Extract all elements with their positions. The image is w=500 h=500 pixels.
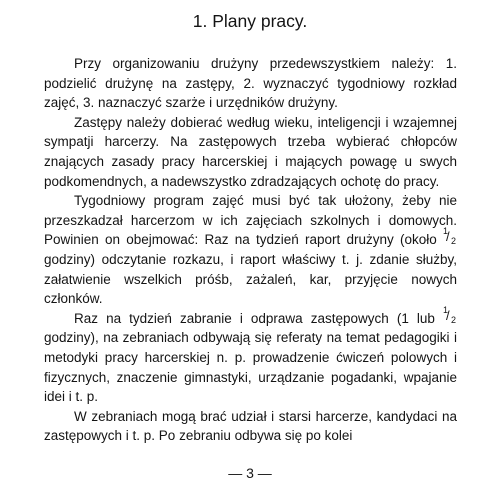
- paragraph-text: Zastępy należy dobierać według wieku, inteligencji i wzajemnej sympatji harcerzy. Na zastępowych trzeba wybierać chłopców znających zasady pracy harcerskiej i mających powagę u swych podkomendnych, a nadewszystko zdradzających ochotę do pracy.: [44, 114, 457, 189]
- paragraph-text: godziny) odczytanie rozkazu, i raport właściwy t. j. zdanie służby, załatwienie wszelkich próśb, zażaleń, kar, przyjęcie nowych członków.: [44, 251, 457, 307]
- paragraph-4: [44, 304, 457, 407]
- fraction-one-half: [443, 226, 457, 247]
- paragraph-text: godziny), na zebraniach odbywają się referaty na temat pedagogiki i metodyki pracy harcerskiej n. p. prowadzenie ćwiczeń polowych i fizycznych, znaczenie gimnastyki, urządzanie pogadanki, wpajanie idei i t. p.: [44, 330, 457, 405]
- paragraph-text: Raz na tydzień zabranie i odprawa zastępowych (1 lub: [74, 310, 443, 326]
- paragraph-text: Przy organizowaniu drużyny przedewszystkiem należy: 1. podzielić drużynę na zastępy, 2. wyznaczyć tygodniowy rozkład zajęć, 3. naznaczyć szarże i urzędników drużyny.: [44, 56, 457, 111]
- body-text: [44, 54, 457, 446]
- paragraph-5: [44, 407, 457, 446]
- fraction-numerator: 1: [443, 226, 449, 237]
- fraction-numerator: 1: [443, 304, 449, 315]
- section-heading: 1. Plany pracy.: [192, 11, 308, 31]
- page-number: — 3 —: [228, 465, 272, 481]
- paragraph-3: [44, 191, 457, 309]
- fraction-one-half: [443, 304, 457, 325]
- paragraph-2: [44, 113, 457, 191]
- paragraph-text: W zebraniach mogą brać udział i starsi harcerze, kandydaci na zastępowych i t. p. Po zebraniu odbywa się po kolei: [44, 408, 457, 444]
- paragraph-text: Tygodniowy program zajęć musi być tak ułożony, żeby nie przeszkadzał harcerzom w ich zajęciach szkolnych i domowych. Powinien on obejmować: Raz na tydzień raport drużyny (około: [44, 193, 457, 248]
- fraction-slash: /: [446, 229, 450, 245]
- fraction-denominator: 2: [451, 314, 457, 325]
- paragraph-1: [44, 54, 457, 113]
- fraction-denominator: 2: [451, 236, 457, 247]
- fraction-slash: /: [446, 307, 450, 323]
